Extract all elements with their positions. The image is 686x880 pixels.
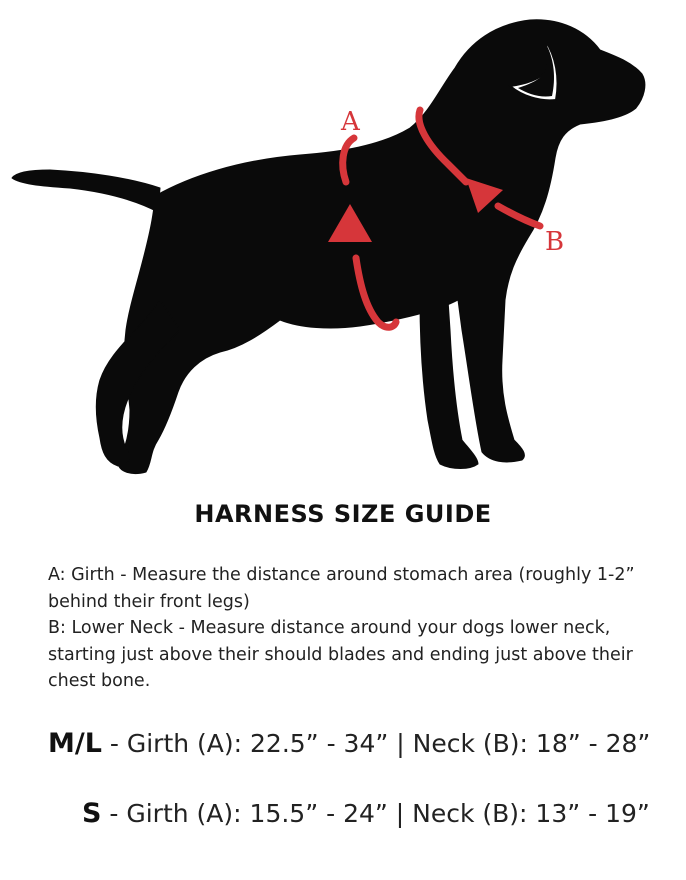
marker-b-label: B: [545, 227, 565, 257]
size-code-ml: M/L: [48, 728, 102, 759]
neck-instruction: B: Lower Neck - Measure distance around your dogs lower neck, starting just above their should blades and ending just above their chest bone.: [48, 618, 633, 691]
size-details-s: - Girth (A): 15.5” - 24” | Neck (B): 13” - 19”: [101, 799, 650, 828]
girth-instruction: A: Girth - Measure the distance around stomach area (roughly 1-2” behind their front legs): [48, 565, 635, 612]
size-row-ml: [48, 728, 650, 759]
measurement-instructions: [48, 562, 668, 695]
size-row-s: [82, 798, 650, 829]
size-details-ml: - Girth (A): 22.5” - 34” | Neck (B): 18” - 28”: [101, 729, 651, 758]
page-title: HARNESS SIZE GUIDE: [194, 500, 492, 528]
marker-a-label: A: [341, 107, 360, 137]
size-code-s: S: [82, 798, 102, 829]
